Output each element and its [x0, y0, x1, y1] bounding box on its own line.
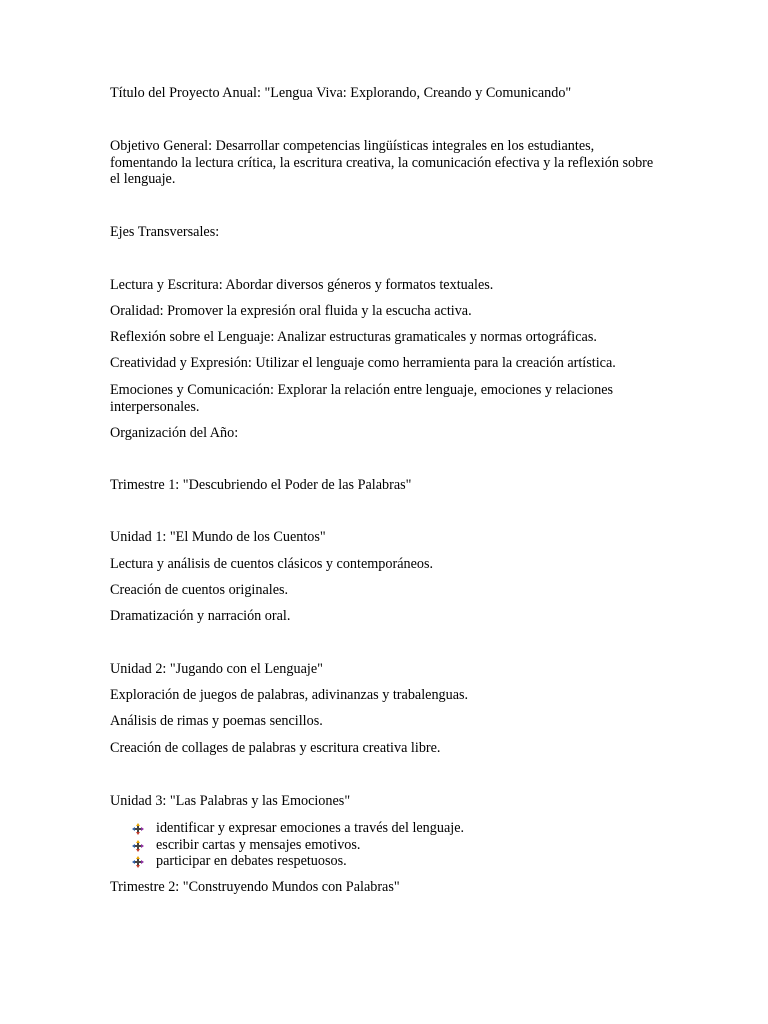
- list-item: [132, 820, 464, 837]
- unit-3-bullet-list: [132, 820, 464, 870]
- four-arrows-bullet-icon: [132, 840, 144, 852]
- unit-1-item: Lectura y análisis de cuentos clásicos y contemporáneos.: [110, 556, 434, 572]
- axis-item: Lectura y Escritura: Abordar diversos géneros y formatos textuales.: [110, 277, 494, 293]
- axis-item: Emociones y Comunicación: Explorar la relación entre lenguaje, emociones y relaciones interpersonales.: [110, 382, 614, 415]
- axis-item: Reflexión sobre el Lenguaje: Analizar estructuras gramaticales y normas ortográficas.: [110, 329, 597, 345]
- unit-1-item: Dramatización y narración oral.: [110, 608, 291, 624]
- unit-1-item: Creación de cuentos originales.: [110, 582, 289, 598]
- unit-1-title: Unidad 1: "El Mundo de los Cuentos": [110, 529, 326, 545]
- unit-2-title: Unidad 2: "Jugando con el Lenguaje": [110, 661, 323, 677]
- axes-heading: Ejes Transversales:: [110, 224, 220, 240]
- unit-3-item: participar en debates respetuosos.: [156, 853, 347, 869]
- unit-2-item: Análisis de rimas y poemas sencillos.: [110, 713, 323, 729]
- list-item: [132, 853, 464, 870]
- unit-2-item: Creación de collages de palabras y escritura creativa libre.: [110, 740, 441, 756]
- unit-3-title: Unidad 3: "Las Palabras y las Emociones": [110, 793, 351, 809]
- four-arrows-bullet-icon: [132, 823, 144, 835]
- unit-3-item: escribir cartas y mensajes emotivos.: [156, 836, 361, 853]
- general-objective: Objetivo General: Desarrollar competencias lingüísticas integrales en los estudiantes, fomentando la lectura crítica, la escritura creativa, la comunicación efectiva y la reflexión sobre el lenguaje.: [110, 138, 654, 187]
- unit-3-item: identificar y expresar emociones a través del lenguaje.: [156, 820, 465, 836]
- organization-heading: Organización del Año:: [110, 425, 239, 441]
- axis-item: Creatividad y Expresión: Utilizar el lenguaje como herramienta para la creación artística.: [110, 355, 616, 371]
- project-title: Título del Proyecto Anual: "Lengua Viva: Explorando, Creando y Comunicando": [110, 85, 572, 101]
- axis-item: Oralidad: Promover la expresión oral fluida y la escucha activa.: [110, 303, 472, 319]
- unit-2-item: Exploración de juegos de palabras, adivinanzas y trabalenguas.: [110, 687, 469, 703]
- trimester-2-title: Trimestre 2: "Construyendo Mundos con Palabras": [110, 879, 400, 895]
- trimester-1-title: Trimestre 1: "Descubriendo el Poder de las Palabras": [110, 477, 412, 493]
- four-arrows-bullet-icon: [132, 856, 144, 868]
- list-item: [132, 837, 464, 854]
